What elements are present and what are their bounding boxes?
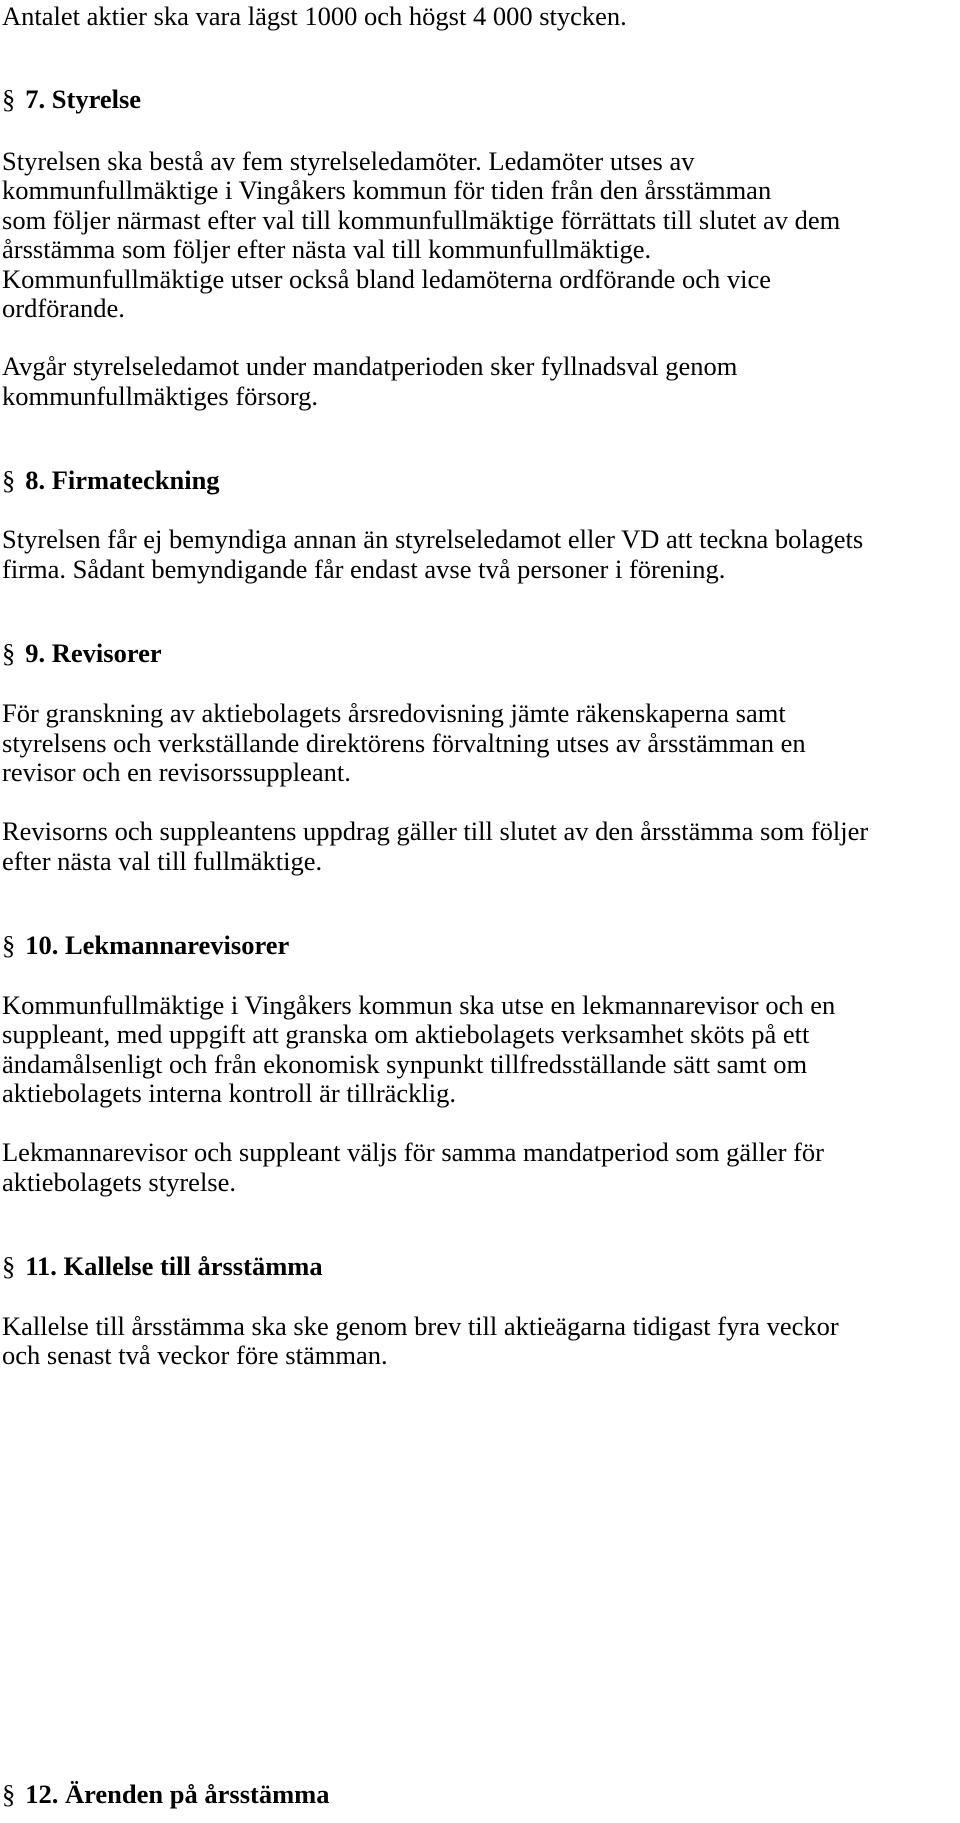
paragraph-line: årsstämma som följer efter nästa val till kommunfullmäktige. [2,234,652,264]
section-title: 9. Revisorer [25,638,162,668]
paragraph-line: Styrelsen får ej bemyndiga annan än styrelseledamot eller VD att teckna bolagets [2,524,864,554]
section-heading-revisorer [2,637,162,670]
paragraph-line: styrelsens och verkställande direktörens förvaltning utses av årsstämman en [2,728,806,758]
paragraph-line: aktiebolagets styrelse. [2,1167,237,1197]
paragraph-line: revisor och en revisorssuppleant. [2,757,351,787]
section-sign: § [2,930,16,960]
section-heading-lekmannarevisorer [2,929,289,962]
paragraph-line: Kallelse till årsstämma ska ske genom brev till aktieägarna tidigast fyra veckor [2,1311,839,1341]
paragraph-line: Lekmannarevisor och suppleant väljs för samma mandatperiod som gäller för [2,1137,824,1167]
section-title: 11. Kallelse till årsstämma [25,1251,323,1281]
paragraph-line: ändamålsenligt och från ekonomisk synpunkt tillfredsställande sätt samt om [2,1049,808,1079]
section-title: 10. Lekmannarevisorer [25,930,290,960]
section-heading-firmateckning [2,464,220,497]
paragraph-line: Kommunfullmäktige i Vingåkers kommun ska utse en lekmannarevisor och en [2,990,836,1020]
section-sign: § [2,1779,16,1809]
paragraph-line: Styrelsen ska bestå av fem styrelseledamöter. Ledamöter utses av [2,146,695,176]
section-heading-styrelse [2,83,141,116]
section-heading-arenden [2,1778,330,1811]
paragraph-line: Revisorns och suppleantens uppdrag gäller till slutet av den årsstämma som följer [2,816,869,846]
section-title: 12. Ärenden på årsstämma [25,1779,330,1809]
section-sign: § [2,84,16,114]
paragraph-line: aktiebolagets interna kontroll är tillräcklig. [2,1078,457,1108]
section-sign: § [2,1251,16,1281]
paragraph-line: kommunfullmäktige i Vingåkers kommun för tiden från den årsstämman [2,175,772,205]
section-sign: § [2,638,16,668]
paragraph-line: kommunfullmäktiges försorg. [2,381,319,411]
paragraph-line: Kommunfullmäktige utser också bland ledamöterna ordförande och vice [2,264,771,294]
paragraph-line: efter nästa val till fullmäktige. [2,846,323,876]
section-sign: § [2,465,16,495]
intro-text: Antalet aktier ska vara lägst 1000 och högst 4 000 stycken. [2,1,627,31]
paragraph-line: suppleant, med uppgift att granska om aktiebolagets verksamhet sköts på ett [2,1019,810,1049]
paragraph-line: och senast två veckor före stämman. [2,1340,388,1370]
paragraph-line: Avgår styrelseledamot under mandatperioden sker fyllnadsval genom [2,351,738,381]
section-title: 7. Styrelse [25,84,142,114]
paragraph-line: som följer närmast efter val till kommunfullmäktige förrättats till slutet av dem [2,205,841,235]
section-title: 8. Firmateckning [25,465,220,495]
paragraph-line: ordförande. [2,293,125,323]
paragraph-line: firma. Sådant bemyndigande får endast avse två personer i förening. [2,554,726,584]
paragraph-line: För granskning av aktiebolagets årsredovisning jämte räkenskaperna samt [2,698,786,728]
section-heading-kallelse [2,1250,323,1283]
